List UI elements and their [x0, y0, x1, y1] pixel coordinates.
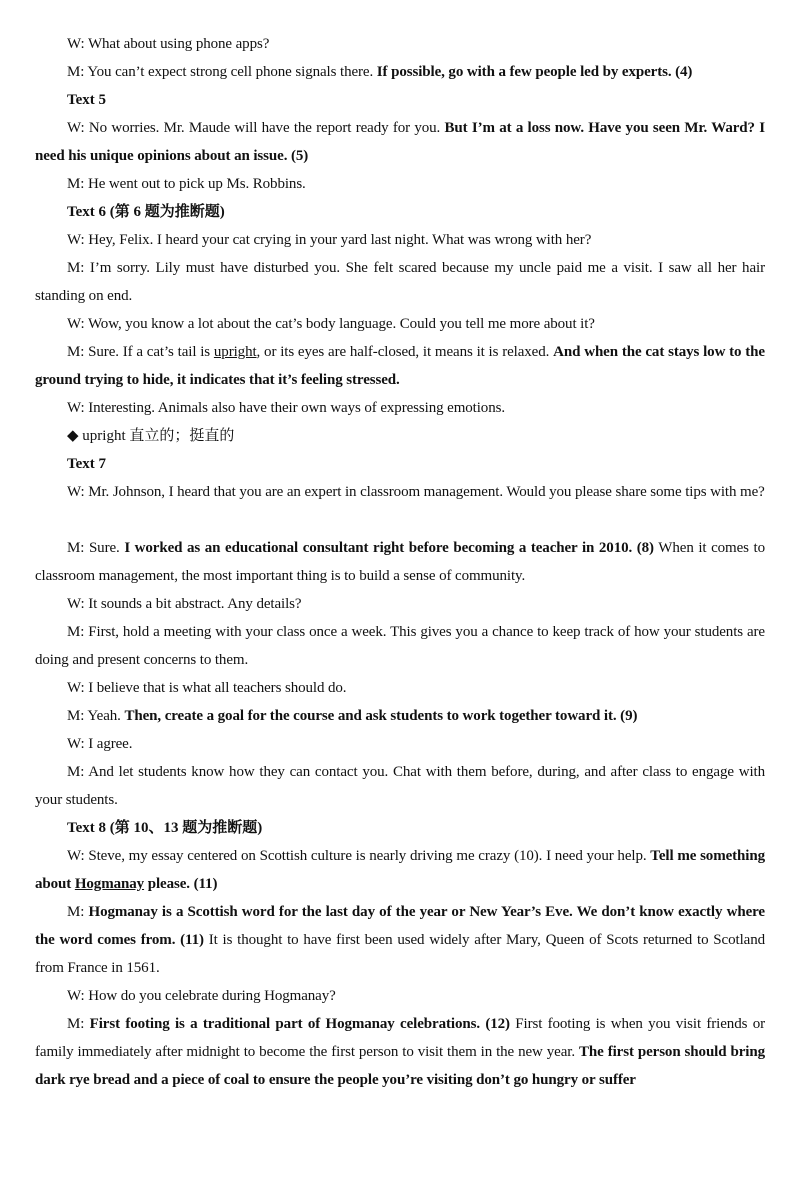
dialogue-text: He went out to pick up Ms. Robbins.: [87, 176, 306, 192]
speaker-label: W:: [67, 596, 89, 612]
dialogue-text: I’m sorry. Lily must have disturbed you. She felt scared because my uncle paid me a visit. I saw all her hair standing on end.: [35, 260, 765, 304]
dialogue-line: [35, 310, 765, 338]
speaker-label: W:: [67, 680, 89, 696]
dialogue-line: [35, 534, 765, 590]
speaker-label: W:: [67, 316, 88, 332]
dialogue-text: First footing is when you visit friends or family immediately after midnight to become the first person to visit them in the new year.: [35, 1016, 765, 1060]
vocab-underline: Hogmanay: [74, 876, 145, 892]
dialogue-text: I believe that is what all teachers should do.: [88, 680, 347, 696]
speaker-label: W:: [67, 736, 89, 752]
dialogue-text: Sure.: [88, 540, 125, 556]
dialogue-line: [35, 898, 765, 982]
section-heading-text7: Text 7: [67, 456, 107, 472]
dialogue-line: [35, 114, 765, 170]
answer-highlight: And when the cat stays low to the ground trying to hide, it indicates that it’s feeling stressed.: [35, 344, 765, 388]
speaker-label: W:: [67, 232, 89, 248]
dialogue-text: Sure. If a cat’s tail is: [88, 344, 214, 360]
section-heading-text6: Text 6 (第 6 题为推断题): [67, 204, 225, 220]
answer-highlight: If possible, go with a few people led by experts. (4): [376, 64, 693, 80]
dialogue-text: And let students know how they can contact you. Chat with them before, during, and after class to engage with your students.: [35, 764, 765, 808]
speaker-label: W:: [67, 400, 89, 416]
speaker-label: W:: [67, 848, 89, 864]
speaker-label: M:: [67, 64, 88, 80]
dialogue-line: [35, 842, 765, 898]
answer-highlight: Then, create a goal for the course and ask students to work together toward it. (9): [124, 708, 638, 724]
dialogue-text: Steve, my essay centered on Scottish culture is nearly driving me crazy (10). I need your help.: [88, 848, 651, 864]
dialogue-text: You can’t expect strong cell phone signals there.: [87, 64, 377, 80]
dialogue-line: [35, 1010, 765, 1094]
dialogue-text: What about using phone apps?: [87, 36, 270, 52]
speaker-label: M:: [67, 764, 89, 780]
dialogue-text: , or its eyes are half-closed, it means it is relaxed.: [256, 344, 554, 360]
dialogue-line: [35, 58, 765, 86]
answer-highlight: The first person should bring dark rye bread and a piece of coal to ensure the people you’re visiting don’t go hungry or suffer: [35, 1044, 765, 1088]
answer-highlight: But I’m at a loss now. Have you seen Mr. Ward? I need his unique opinions about an issue. (5): [35, 120, 765, 164]
dialogue-line: [35, 674, 765, 702]
speaker-label: M:: [67, 708, 88, 724]
speaker-label: M:: [67, 540, 89, 556]
dialogue-text: First, hold a meeting with your class once a week. This gives you a chance to keep track of how your students are doing and present concerns to them.: [35, 624, 765, 668]
dialogue-text: Mr. Johnson, I heard that you are an expert in classroom management. Would you please share some tips with me?: [88, 484, 765, 500]
dialogue-line: [35, 702, 765, 730]
speaker-label: M:: [67, 1016, 90, 1032]
dialogue-line: [35, 254, 765, 310]
dialogue-text: No worries. Mr. Maude will have the report ready for you.: [88, 120, 445, 136]
speaker-label: M:: [67, 904, 89, 920]
dialogue-line: [35, 30, 765, 58]
answer-highlight: I worked as an educational consultant right before becoming a teacher in 2010. (8): [124, 540, 654, 556]
dialogue-line: [35, 394, 765, 422]
dialogue-text: Hey, Felix. I heard your cat crying in your yard last night. What was wrong with her?: [88, 232, 592, 248]
speaker-label: W:: [67, 36, 88, 52]
speaker-label: W:: [67, 120, 89, 136]
speaker-label: M:: [67, 624, 89, 640]
answer-highlight: Hogmanay is a Scottish word for the last day of the year or New Year’s Eve. We don’t know exactly where the word comes from. (11): [35, 904, 765, 948]
dialogue-line: [35, 478, 765, 506]
section-heading-text5: Text 5: [67, 92, 107, 108]
speaker-label: W:: [67, 988, 89, 1004]
dialogue-text: How do you celebrate during Hogmanay?: [88, 988, 336, 1004]
vocab-text: upright 直立的；挺直的: [78, 428, 235, 444]
dialogue-line: [35, 758, 765, 814]
speaker-label: M:: [67, 176, 88, 192]
answer-highlight: Tell me something about: [35, 848, 766, 892]
section-heading-text8: Text 8 (第 10、13 题为推断题): [67, 820, 263, 836]
dialogue-line: [35, 590, 765, 618]
vocab-underline: upright: [213, 344, 257, 360]
dialogue-text: I agree.: [88, 736, 133, 752]
speaker-label: M:: [67, 260, 90, 276]
dialogue-line: [35, 982, 765, 1010]
dialogue-line: [35, 226, 765, 254]
speaker-label: W:: [67, 484, 89, 500]
dialogue-text: It is thought to have first been used widely after Mary, Queen of Scots returned to Scotland from France in 1561.: [35, 932, 766, 976]
dialogue-text: Interesting. Animals also have their own ways of expressing emotions.: [88, 400, 505, 416]
dialogue-line: [35, 730, 765, 758]
answer-highlight: please. (11): [144, 876, 218, 892]
speaker-label: M:: [67, 344, 89, 360]
diamond-bullet-icon: ◆: [67, 428, 79, 444]
dialogue-text: It sounds a bit abstract. Any details?: [88, 596, 302, 612]
dialogue-text: When it comes to classroom management, the most important thing is to build a sense of community.: [35, 540, 765, 584]
dialogue-line: [35, 170, 765, 198]
dialogue-line: [35, 618, 765, 674]
vocab-note: [67, 422, 234, 450]
answer-highlight: First footing is a traditional part of Hogmanay celebrations. (12): [89, 1016, 510, 1032]
dialogue-text: Yeah.: [87, 708, 125, 724]
dialogue-text: Wow, you know a lot about the cat’s body language. Could you tell me more about it?: [87, 316, 595, 332]
dialogue-line: [35, 338, 765, 394]
